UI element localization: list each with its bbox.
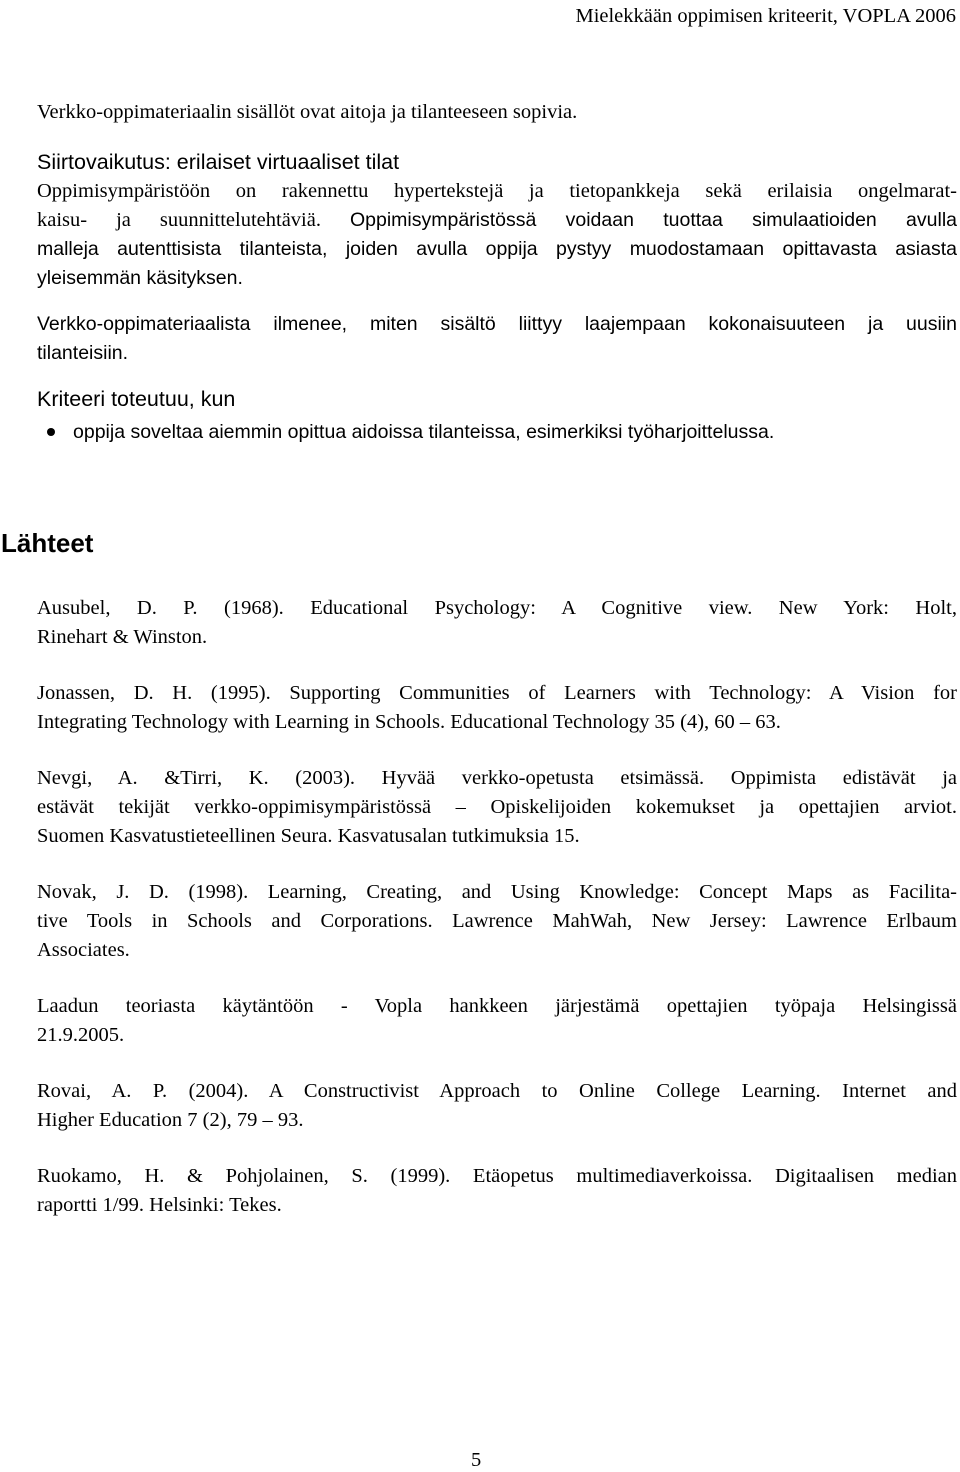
reference-vopla-workshop: [37, 992, 957, 1050]
relation-line-2: tilanteisiin.: [37, 342, 129, 364]
relation-paragraph: [37, 310, 957, 368]
reference-rovai: [37, 1077, 957, 1135]
transfer-line-2-serif: kaisu- ja suunnittelutehtäviä.: [37, 209, 321, 231]
reference-line: Rinehart & Winston.: [37, 626, 208, 648]
bullet-dot-icon: [47, 428, 55, 436]
reference-novak: [37, 878, 957, 965]
reference-line: raportti 1/99. Helsinki: Tekes.: [37, 1194, 282, 1216]
criteria-heading: Kriteeri toteutuu, kun: [37, 387, 236, 411]
reference-line: Associates.: [37, 939, 130, 961]
reference-line: Ausubel, D. P. (1968). Educational Psychology: A Cognitive view. New York: Holt,: [37, 597, 957, 619]
transfer-paragraph: [37, 177, 957, 293]
reference-line: Rovai, A. P. (2004). A Constructivist Approach to Online College Learning. Internet and: [37, 1080, 957, 1102]
relation-line-1: Verkko-oppimateriaalista ilmenee, miten sisältö liittyy laajempaan kokonaisuuteen ja uusiin: [37, 313, 957, 335]
reference-line: Higher Education 7 (2), 79 – 93.: [37, 1109, 304, 1131]
transfer-line-2-sans: Oppimisympäristössä voidaan tuottaa simulaatioiden avulla: [349, 209, 957, 231]
references-title: Lähteet: [1, 528, 94, 558]
main-content: [37, 98, 957, 447]
page-number: 5: [471, 1449, 482, 1471]
reference-line: Jonassen, D. H. (1995). Supporting Communities of Learners with Technology: A Vision for: [37, 682, 957, 704]
transfer-line-1: Oppimisympäristöön on rakennettu hypertekstejä ja tietopankkeja sekä erilaisia ongelmarat-: [37, 180, 957, 202]
transfer-line-3: malleja autenttisista tilanteista, joiden avulla oppija pystyy muodostamaan opittavasta asiasta: [37, 238, 957, 260]
reference-line: Laadun teoriasta käytäntöön - Vopla hankkeen järjestämä opettajien työpaja Helsingissä: [37, 995, 957, 1017]
reference-line: Integrating Technology with Learning in Schools. Educational Technology 35 (4), 60 – 63.: [37, 711, 781, 733]
reference-line: Ruokamo, H. & Pohjolainen, S. (1999). Etäopetus multimediaverkoissa. Digitaalisen median: [37, 1165, 957, 1187]
reference-jonassen: [37, 679, 957, 737]
transfer-line-2: [37, 206, 957, 235]
reference-line: Novak, J. D. (1998). Learning, Creating, and Using Knowledge: Concept Maps as Facilita-: [37, 881, 957, 903]
reference-line: 21.9.2005.: [37, 1024, 125, 1046]
criteria-list: [37, 418, 957, 447]
reference-line: tive Tools in Schools and Corporations. Lawrence MahWah, New Jersey: Lawrence Erlbaum: [37, 910, 957, 932]
reference-ruokamo: [37, 1162, 957, 1220]
intro-sentence: Verkko-oppimateriaalin sisällöt ovat aitoja ja tilanteeseen sopivia.: [37, 101, 578, 123]
transfer-heading: Siirtovaikutus: erilaiset virtuaaliset tilat: [37, 150, 400, 174]
reference-line: Nevgi, A. &Tirri, K. (2003). Hyvää verkko-opetusta etsimässä. Oppimista edistävät ja: [37, 767, 957, 789]
running-header: Mielekkään oppimisen kriteerit, VOPLA 2006: [575, 5, 956, 27]
reference-ausubel: [37, 594, 957, 652]
criteria-bullet-text: oppija soveltaa aiemmin opittua aidoissa tilanteissa, esimerkiksi työharjoittelussa.: [73, 421, 775, 443]
transfer-line-4: yleisemmän käsityksen.: [37, 267, 243, 289]
references-list: [37, 594, 957, 1247]
reference-line: estävät tekijät verkko-oppimisympäristössä – Opiskelijoiden kokemukset ja opettajien arviot.: [37, 796, 957, 818]
reference-line: Suomen Kasvatustieteellinen Seura. Kasvatusalan tutkimuksia 15.: [37, 825, 580, 847]
reference-nevgi: [37, 764, 957, 851]
criteria-bullet: [37, 418, 957, 447]
